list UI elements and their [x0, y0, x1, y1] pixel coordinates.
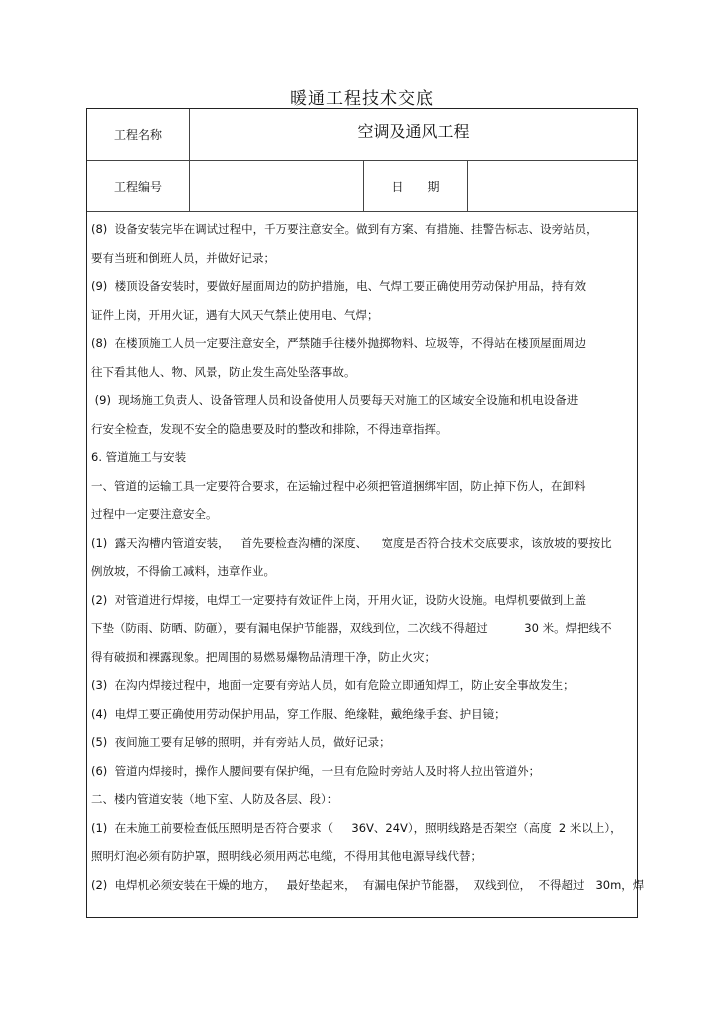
content-line: (8) 设备安装完毕在调试过程中，千万要注意安全。做到有方案、有措施、挂警告标志、设旁站员，	[91, 222, 598, 236]
project-number-label: 工程编号	[87, 161, 190, 212]
content-line: 下垫（防雨、防晒、防砸），要有漏电保护节能器，双线到位，二次线不得超过 30 米。焊把线不	[91, 621, 612, 635]
content-line: 往下看其他人、物、风景，防止发生高处坠落事故。	[91, 364, 356, 379]
content-line: (2) 对管道进行焊接，电焊工一定要持有效证件上岗，开用火证，设防火设施。电焊机要做到上盖	[91, 592, 587, 607]
project-name-value: 空调及通风工程	[190, 109, 637, 161]
document-title: 暖通工程技术交底	[290, 89, 434, 109]
project-number-value	[190, 161, 364, 212]
content-line: (8) 在楼顶施工人员一定要注意安全，严禁随手往楼外抛掷物料、垃圾等，不得站在楼顶屋面周边	[91, 336, 587, 350]
date-value	[468, 161, 637, 212]
content-line: (3) 在沟内焊接过程中，地面一定要有旁站人员，如有危险立即通知焊工，防止安全事故发生；	[91, 678, 575, 692]
content-line: 过程中一定要注意安全。	[91, 507, 218, 521]
content-line: (1) 在未施工前要检查低压照明是否符合要求（ 36V、24V），照明线路是否架空（高度 2 米以上），	[91, 820, 622, 835]
content-line: 照明灯泡必须有防护罩，照明线必须用两芯电缆，不得用其他电源导线代替；	[91, 849, 482, 863]
content-line: (2) 电焊机必须安装在干燥的地方， 最好垫起来， 有漏电保护节能器， 双线到位， 不得超过 30m，焊	[91, 877, 645, 892]
date-label: 日 期	[364, 161, 468, 212]
content-line: 一、管道的运输工具一定要符合要求，在运输过程中必须把管道捆绑牢固，防止掉下伤人，在卸料	[91, 478, 586, 493]
content-line: (9) 现场施工负责人、设备管理人员和设备使用人员要每天对施工的区域安全设施和机电设备进	[91, 393, 579, 407]
content-line: 6. 管道施工与安装	[91, 450, 187, 464]
content-line: 得有破损和裸露现象。把周围的易燃易爆物品清理干净，防止火灾；	[91, 649, 436, 664]
content-line: 证件上岗，开用火证，遇有大风天气禁止使用电、气焊；	[91, 307, 379, 322]
content-line: (6) 管道内焊接时，操作人腰间要有保护绳，一旦有危险时旁站人及时将人拉出管道外；	[91, 763, 541, 778]
project-name-label: 工程名称	[87, 109, 190, 161]
content-line: (1) 露天沟槽内管道安装， 首先要检查沟槽的深度、 宽度是否符合技术交底要求，该放坡的要按比	[91, 535, 612, 550]
content-line: 要有当班和倒班人员，并做好记录；	[91, 250, 275, 265]
content-line: 例放坡，不得偷工减料，违章作业。	[91, 564, 275, 578]
disclosure-table	[86, 108, 645, 918]
disclosure-content	[87, 212, 645, 917]
content-line: 行安全检查，发现不安全的隐患要及时的整改和排除，不得违章指挥。	[91, 421, 448, 436]
content-line: (5) 夜间施工要有足够的照明，并有旁站人员，做好记录；	[91, 735, 391, 749]
content-line: (4) 电焊工要正确使用劳动保护用品，穿工作服、绝缘鞋，戴绝缘手套、护目镜；	[91, 706, 506, 721]
content-line: (9) 楼顶设备安装时，要做好屋面周边的防护措施，电、气焊工要正确使用劳动保护用品，持有效	[91, 279, 587, 293]
content-line: 二、楼内管道安装（地下室、人防及各层、段）：	[91, 792, 339, 806]
